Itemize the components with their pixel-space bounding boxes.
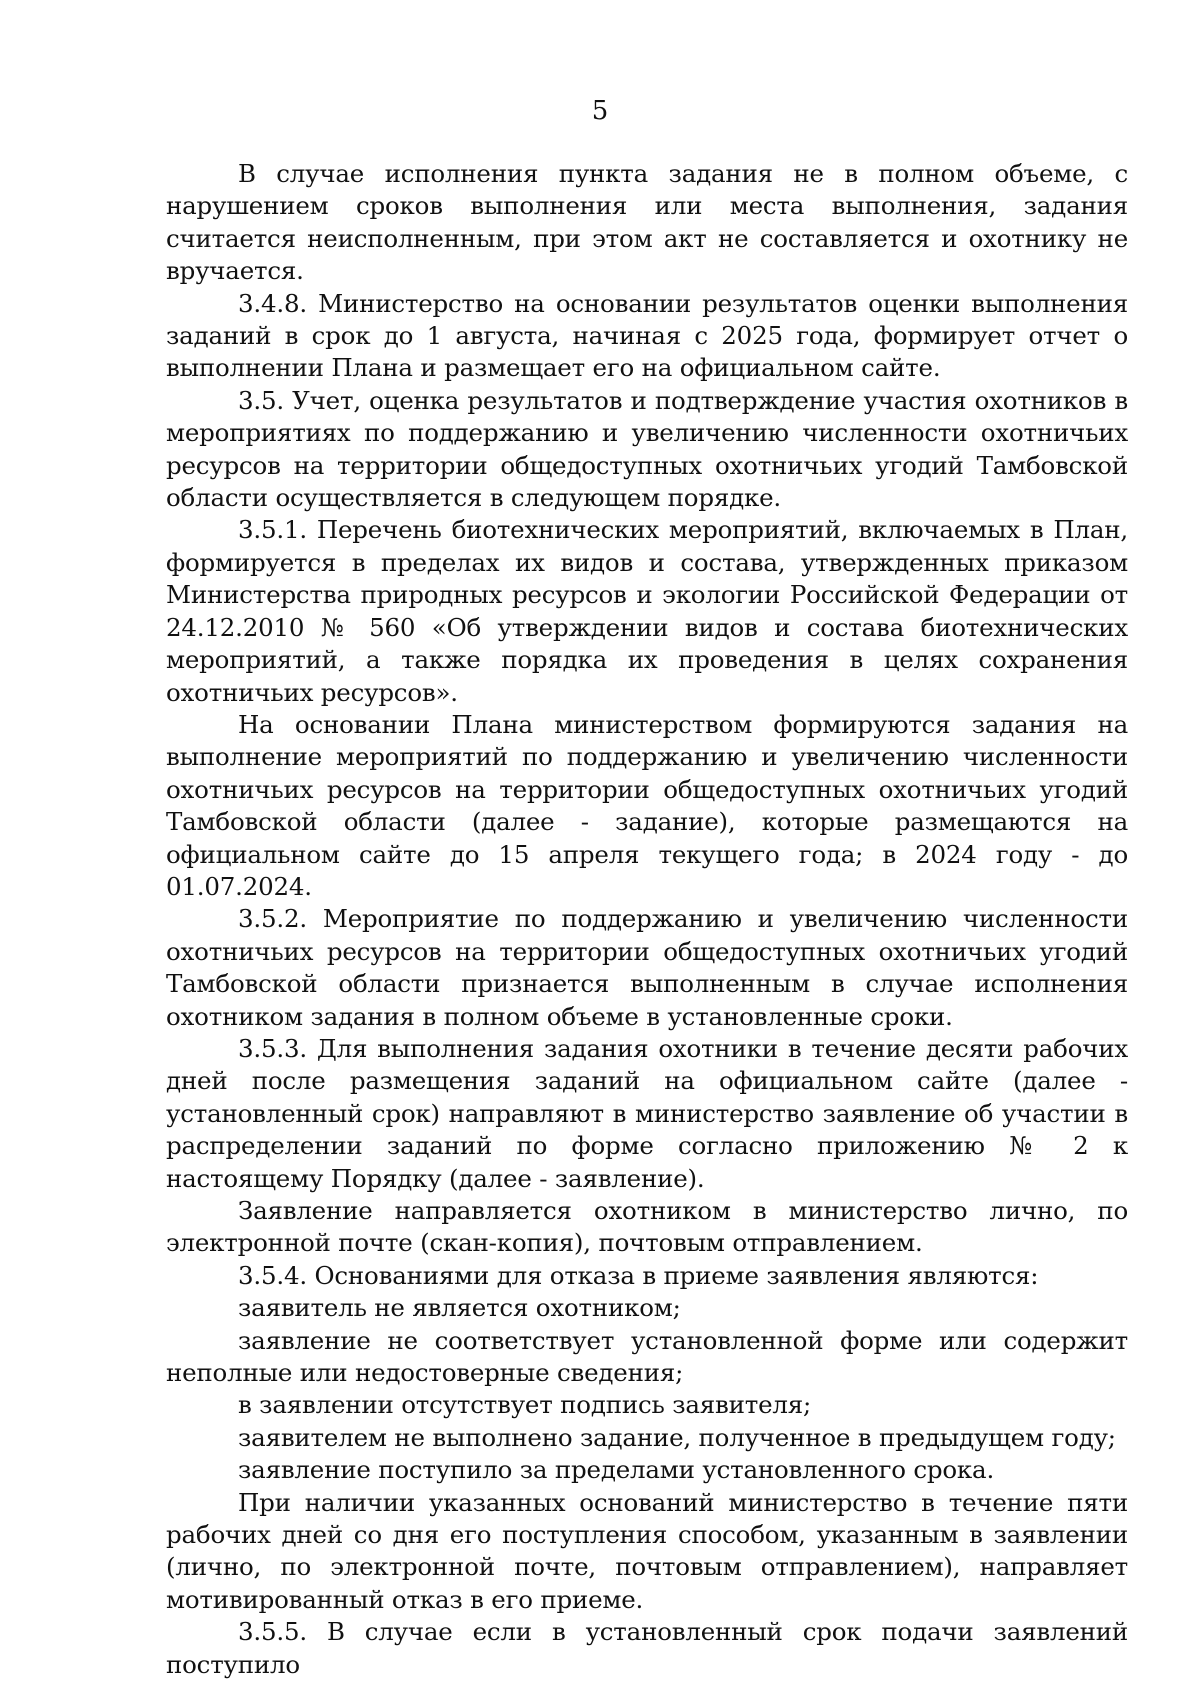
paragraph-3-5-4: 3.5.4. Основаниями для отказа в приеме заявления являются: xyxy=(238,1260,1039,1290)
paragraph-tasks-formation: На основании Плана министерством формируются задания на выполнение мероприятий по поддержанию и увеличению численности охотничьих ресурсов на территории общедоступных охотничьих угодий Тамбовской области (далее - задание), которые размещаются на официальном сайте до 15 апреля текущего года; в 2024 году - до 01.07.2024. xyxy=(166,709,1128,901)
paragraph-3-5-3: 3.5.3. Для выполнения задания охотники в течение десяти рабочих дней после размещения заданий на официальном сайте (далее - установленный срок) направляют в министерство заявление об участии в распределении заданий по форме согласно приложению № 2 к настоящему Порядку (далее - заявление). xyxy=(166,1033,1128,1193)
paragraph-motivated-refusal: При наличии указанных оснований министерство в течение пяти рабочих дней со дня его поступления способом, указанным в заявлении (лично, по электронной почте, почтовым отправлением), направляет мотивированный отказ в его приеме. xyxy=(166,1487,1128,1614)
paragraph-3-5-1: 3.5.1. Перечень биотехнических мероприятий, включаемых в План, формируется в пределах их видов и состава, утвержденных приказом Министерства природных ресурсов и экологии Российской Федерации от 24.12.2010 № 560 «Об утверждении видов и состава биотехнических мероприятий, а также порядка их проведения в целях сохранения охотничьих ресурсов». xyxy=(166,515,1128,707)
refusal-reason-item: заявителем не выполнено задание, полученное в предыдущем году; xyxy=(238,1422,1116,1452)
paragraph-3-4-8: 3.4.8. Министерство на основании результатов оценки выполнения заданий в срок до 1 августа, начиная с 2025 года, формирует отчет о выполнении Плана и размещает его на официальном сайте. xyxy=(166,288,1128,383)
paragraph-3-5-5: 3.5.5. В случае если в установленный срок подачи заявлений поступило xyxy=(166,1617,1128,1679)
refusal-reason-item: заявление не соответствует установленной форме или содержит неполные или недостоверные сведения; xyxy=(166,1325,1128,1388)
refusal-reason-item: заявление поступило за пределами установленного срока. xyxy=(238,1455,995,1485)
paragraph-3-5-2: 3.5.2. Мероприятие по поддержанию и увеличению численности охотничьих ресурсов на территории общедоступных охотничьих угодий Тамбовской области признается выполненным в случае исполнения охотником задания в полном объеме в установленные сроки. xyxy=(166,904,1128,1031)
paragraph-incomplete-task: В случае исполнения пункта задания не в полном объеме, с нарушением сроков выполнения или места выполнения, задания считается неисполненным, при этом акт не составляется и охотнику не вручается. xyxy=(166,159,1128,286)
document-body xyxy=(166,158,1128,1681)
paragraph-3-5: 3.5. Учет, оценка результатов и подтверждение участия охотников в мероприятиях по поддержанию и увеличению численности охотничьих ресурсов на территории общедоступных охотничьих угодий Тамбовской области осуществляется в следующем порядке. xyxy=(166,385,1128,513)
paragraph-application-sending: Заявление направляется охотником в министерство лично, по электронной почте (скан-копия), почтовым отправлением. xyxy=(166,1196,1128,1258)
refusal-reason-item: заявитель не является охотником; xyxy=(238,1293,681,1323)
page-number: 5 xyxy=(591,96,609,126)
refusal-reason-item: в заявлении отсутствует подпись заявителя; xyxy=(238,1390,812,1420)
